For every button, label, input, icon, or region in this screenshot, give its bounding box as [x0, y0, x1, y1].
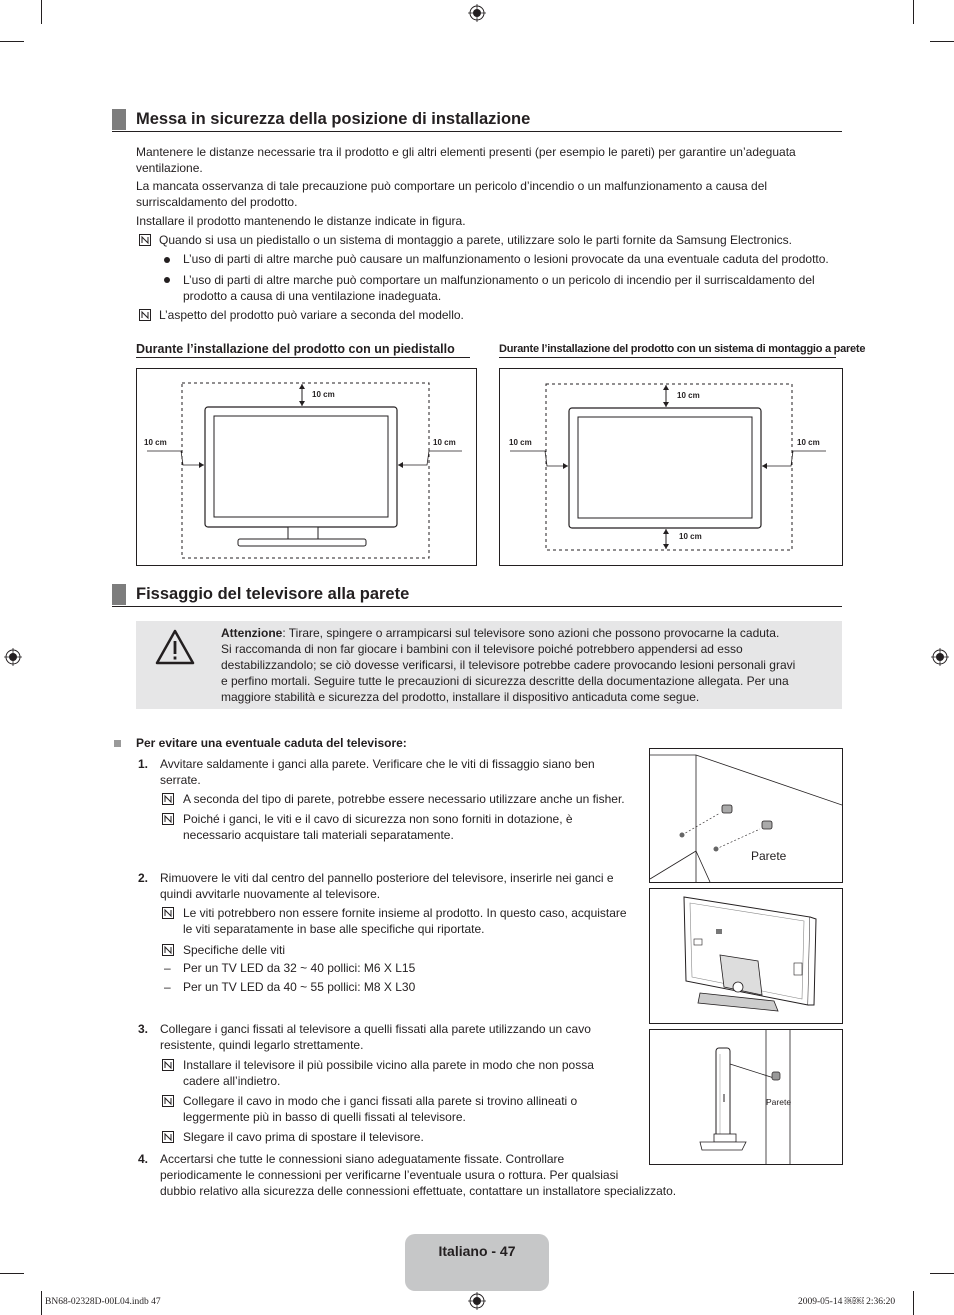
step-text: Rimuovere le viti dal centro del pannello posteriore del televisore, inserirle nei ganci e: [160, 871, 614, 885]
clearance-label-right: 10 cm: [797, 438, 820, 447]
date-slug: 2009-05-14 ￼￼ 2:36:20: [798, 1297, 896, 1307]
note-text: Slegare il cavo prima di spostare il televisore.: [183, 1130, 424, 1144]
step-text: dubbio relativo alla sicurezza delle connessioni effettuate, contattare un installatore specializzato.: [160, 1184, 677, 1198]
crop-mark: [913, 1291, 914, 1315]
tv-tied-to-wall-illustration: [650, 1030, 842, 1164]
paragraph-line: Installare il prodotto mantenendo le distanze indicate in figura.: [136, 214, 466, 228]
note-text: cadere all’indietro.: [183, 1074, 281, 1088]
note-text: le viti separatamente in base alle specifiche qui riportate.: [183, 922, 485, 936]
step-text: periodicamente le connessioni per verificarne l’eventuale usura o rottura. Per qualsiasi: [160, 1168, 619, 1182]
paragraph-line: La mancata osservanza di tale precauzione può comportare un pericolo d’incendio o un malfunzionamento a causa del: [136, 179, 768, 193]
warning-box: [136, 621, 842, 709]
screw-spec: Per un TV LED da 32 ~ 40 pollici: M6 X L15: [183, 961, 416, 975]
procedure-heading: Per evitare una eventuale caduta del televisore:: [136, 736, 407, 750]
step-text: resistente, quindi legarlo strettamente.: [160, 1038, 364, 1052]
note-text: Quando si usa un piedistallo o un sistema di montaggio a parete, utilizzare solo le parti fornite da Samsung Electronics.: [159, 233, 793, 247]
paragraph-line: Mantenere le distanze necessarie tra il prodotto e gli altri elementi presenti (per esempio le pareti) per garantire un’adeguata: [136, 145, 796, 159]
square-bullet-icon: [114, 740, 121, 747]
crop-mark: [41, 1291, 42, 1315]
crop-mark: [930, 1273, 954, 1274]
crop-mark: [913, 0, 914, 24]
tv-on-stand-illustration: [137, 369, 476, 565]
clearance-label-top: 10 cm: [677, 391, 700, 400]
note-text: Collegare il cavo in modo che i ganci fissati alla parete si trovino allineati o: [183, 1094, 578, 1108]
note-icon: [162, 813, 174, 825]
section-title: Messa in sicurezza della posizione di installazione: [136, 110, 531, 128]
warning-text-line: : Tirare, spingere o arrampicarsi sul televisore sono azioni che possono provocarne la caduta.: [282, 626, 780, 640]
note-text: L’aspetto del prodotto può variare a seconda del modello.: [159, 308, 464, 322]
clearance-label-top: 10 cm: [312, 390, 335, 399]
wall-corner-illustration: [650, 749, 842, 882]
tv-side-view-illustration: [649, 1029, 843, 1165]
crop-mark: [0, 1273, 24, 1274]
bullet-text: L’uso di parti di altre marche può comportare un malfunzionamento o un pericolo di incendio per il surriscaldamento del: [183, 273, 815, 287]
wall-hooks-illustration: [649, 748, 843, 883]
step-text: quindi avvitarle nuovamente al televisore.: [160, 887, 381, 901]
diagram-title-wall: Durante l’installazione del prodotto con un sistema di montaggio a parete: [499, 341, 836, 358]
section-title: Fissaggio del televisore alla parete: [136, 585, 410, 603]
note-icon: [162, 793, 174, 805]
note-text: Installare il televisore il più possibile vicino alla parete in modo che non possa: [183, 1058, 594, 1072]
warning-label: Attenzione: [221, 626, 283, 640]
bullet-icon: [164, 257, 170, 263]
warning-text-line: e perfino mortali. Seguire tutte le precauzioni di sicurezza descritte della documentazione allegata. Per una: [221, 674, 789, 688]
step-number: 2.: [138, 871, 149, 885]
diagram-title-stand: Durante l’installazione del prodotto con un piedistallo: [136, 341, 470, 358]
bullet-icon: [164, 277, 170, 283]
step-text: Collegare i ganci fissati al televisore a quelli fissati alla parete utilizzando un cavo: [160, 1022, 591, 1036]
step-number: 1.: [138, 757, 149, 771]
crop-mark: [930, 41, 954, 42]
file-slug: BN68-02328D-00L04.indb 47: [45, 1297, 161, 1307]
warning-text: [221, 625, 779, 641]
screw-spec: Per un TV LED da 40 ~ 55 pollici: M8 X L30: [183, 980, 416, 994]
note-icon: [139, 309, 151, 321]
note-text: leggermente più in basso di quelli fissati al televisore.: [183, 1110, 466, 1124]
step-text: serrate.: [160, 773, 201, 787]
note-icon: [162, 907, 174, 919]
section-header: [112, 109, 842, 132]
warning-text-line: Si raccomanda di non far giocare i bambini con il televisore poiché potrebbero appendersi ad esso: [221, 642, 743, 656]
section-header-bar: [112, 109, 126, 130]
step-number: 3.: [138, 1022, 149, 1036]
bullet-text: L’uso di parti di altre marche può causare un malfunzionamento o lesioni provocate da una eventuale caduta del prodotto.: [183, 252, 829, 266]
note-icon: [162, 944, 174, 956]
note-text: A seconda del tipo di parete, potrebbe essere necessario utilizzare anche un fisher.: [183, 792, 625, 806]
wall-label-small: Parete: [766, 1097, 792, 1107]
step-text: Avvitare saldamente i ganci alla parete. Verificare che le viti di fissaggio siano ben: [160, 757, 595, 771]
page-number: Italiano - 47: [438, 1243, 516, 1259]
note-text: Specifiche delle viti: [183, 943, 286, 957]
warning-text-line: maggiore stabilità e sicurezza del prodotto, installare il dispositivo anticaduta come segue.: [221, 690, 700, 704]
note-icon: [162, 1059, 174, 1071]
wall-mount-clearance-diagram: [499, 368, 843, 566]
note-icon: [139, 234, 151, 246]
warning-triangle-icon: [155, 629, 195, 665]
clearance-label-left: 10 cm: [144, 438, 167, 447]
note-text: Poiché i ganci, le viti e il cavo di sicurezza non sono forniti in dotazione, è: [183, 812, 573, 826]
registration-mark-icon: [468, 1292, 486, 1310]
note-icon: [162, 1095, 174, 1107]
tv-rear-panel-illustration: [650, 889, 842, 1023]
paragraph-line: ventilazione.: [136, 161, 203, 175]
registration-mark-icon: [4, 648, 22, 666]
stand-clearance-diagram: [136, 368, 477, 566]
section-header: [112, 584, 842, 607]
step-number: 4.: [138, 1152, 149, 1166]
paragraph-line: surriscaldamento del prodotto.: [136, 195, 298, 209]
clearance-label-left: 10 cm: [509, 438, 532, 447]
clearance-label-right: 10 cm: [433, 438, 456, 447]
registration-mark-icon: [931, 648, 949, 666]
crop-mark: [0, 41, 24, 42]
registration-mark-icon: [468, 4, 486, 22]
crop-mark: [41, 0, 42, 24]
note-text: Le viti potrebbero non essere fornite insieme al prodotto. In questo caso, acquistare: [183, 906, 627, 920]
section-header-bar: [112, 584, 126, 605]
warning-text-line: destabilizzandolo; se ciò dovesse verificarsi, il televisore potrebbe cadere provocando lesioni personali gravi: [221, 658, 796, 672]
wall-label: Parete: [751, 849, 787, 863]
tv-back-illustration: [649, 888, 843, 1024]
dash-bullet: –: [164, 961, 171, 975]
note-icon: [162, 1131, 174, 1143]
step-text: Accertarsi che tutte le connessioni siano adeguatamente fissate. Controllare: [160, 1152, 565, 1166]
bullet-text: prodotto a causa di una ventilazione inadeguata.: [183, 289, 442, 303]
clearance-label-bottom: 10 cm: [679, 532, 702, 541]
note-text: necessario acquistare tali materiali separatamente.: [183, 828, 454, 842]
dash-bullet: –: [164, 980, 171, 994]
tv-wall-mount-illustration: [500, 369, 842, 565]
